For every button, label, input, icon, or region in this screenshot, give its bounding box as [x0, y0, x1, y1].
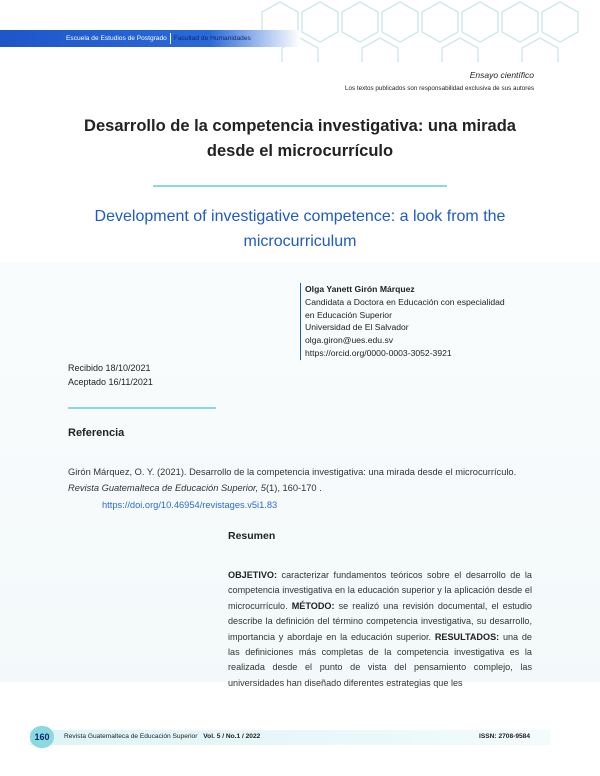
title-divider: [153, 185, 447, 187]
footer-journal-name: Revista Guatemalteca de Educación Superior: [64, 733, 198, 740]
disclaimer: Los textos publicados son responsabilidad exclusiva de sus autores: [344, 85, 534, 92]
author-block: [300, 283, 545, 360]
title-english: Development of investigative competence: a look from the microcurriculum: [94, 208, 506, 250]
author-role-line1: Candidata a Doctora en Educación con especialidad: [305, 296, 505, 307]
citation: [68, 464, 532, 513]
citation-text: Girón Márquez, O. Y. (2021). Desarrollo de la competencia investigativa: una mirada desde el microcurrículo.: [68, 467, 517, 477]
article-type: Ensayo científico: [469, 70, 534, 80]
objetivo-label: OBJETIVO:: [228, 570, 278, 580]
author-email[interactable]: olga.giron@ues.edu.sv: [305, 335, 394, 346]
citation-pages: (1), 160-170 .: [265, 483, 322, 494]
reference-heading: Referencia: [68, 427, 125, 439]
author-role-line2: en Educación Superior: [305, 309, 392, 320]
citation-volume: 5: [260, 483, 266, 494]
date-received: Recibido 18/10/2021: [68, 363, 151, 373]
dates-block: [68, 361, 153, 389]
metodo-text: se realizó una revisión documental, el estudio describe la definición del término competencia investigativa, su desarrollo, importancia y abordaje en la educación superior.: [228, 600, 532, 642]
abstract-text: [228, 568, 532, 708]
author-orcid[interactable]: https://orcid.org/0000-0003-3052-3921: [305, 347, 452, 358]
header-separator: [170, 33, 171, 44]
citation-doi-link[interactable]: https://doi.org/10.46954/revistages.v5i1.83: [102, 499, 278, 510]
resumen-heading: Resumen: [228, 530, 276, 542]
hexagon-pattern-decoration: [260, 0, 600, 62]
author-affiliation: Universidad de El Salvador: [305, 322, 409, 333]
metodo-label: MÉTODO:: [287, 600, 335, 611]
citation-journal: Revista Guatemalteca de Educación Superior,: [68, 483, 259, 494]
header-faculty: Facultad de Humanidades: [173, 35, 251, 42]
footer-volume: Vol. 5 / No.1 / 2022: [203, 733, 261, 740]
footer-issn: ISSN: 2708-9584: [479, 733, 530, 740]
resultados-text: una de las definiciones más completas de la competencia investigativa es la realizada desde el punto de vista del pensamiento complejo, las universidades han diseñado diferentes estrategias que les: [228, 631, 532, 688]
header-bar: [0, 30, 300, 47]
header-school: Escuela de Estudios de Postgrado: [66, 35, 167, 42]
author-name: Olga Yanett Girón Márquez: [305, 284, 415, 294]
footer-journal: [64, 733, 260, 740]
resultados-label: RESULTADOS:: [431, 631, 500, 642]
reference-divider: [68, 407, 216, 409]
page-number-badge: 160: [30, 726, 54, 748]
date-accepted: Aceptado 16/11/2021: [68, 377, 153, 387]
title-spanish: Desarrollo de la competencia investigativa: una mirada desde el microcurrículo: [84, 117, 516, 160]
objetivo-text: caracterizar fundamentos teóricos sobre el desarrollo de la competencia investigativa en la educación superior y la aplicación desde el microcurrículo.: [228, 570, 532, 611]
